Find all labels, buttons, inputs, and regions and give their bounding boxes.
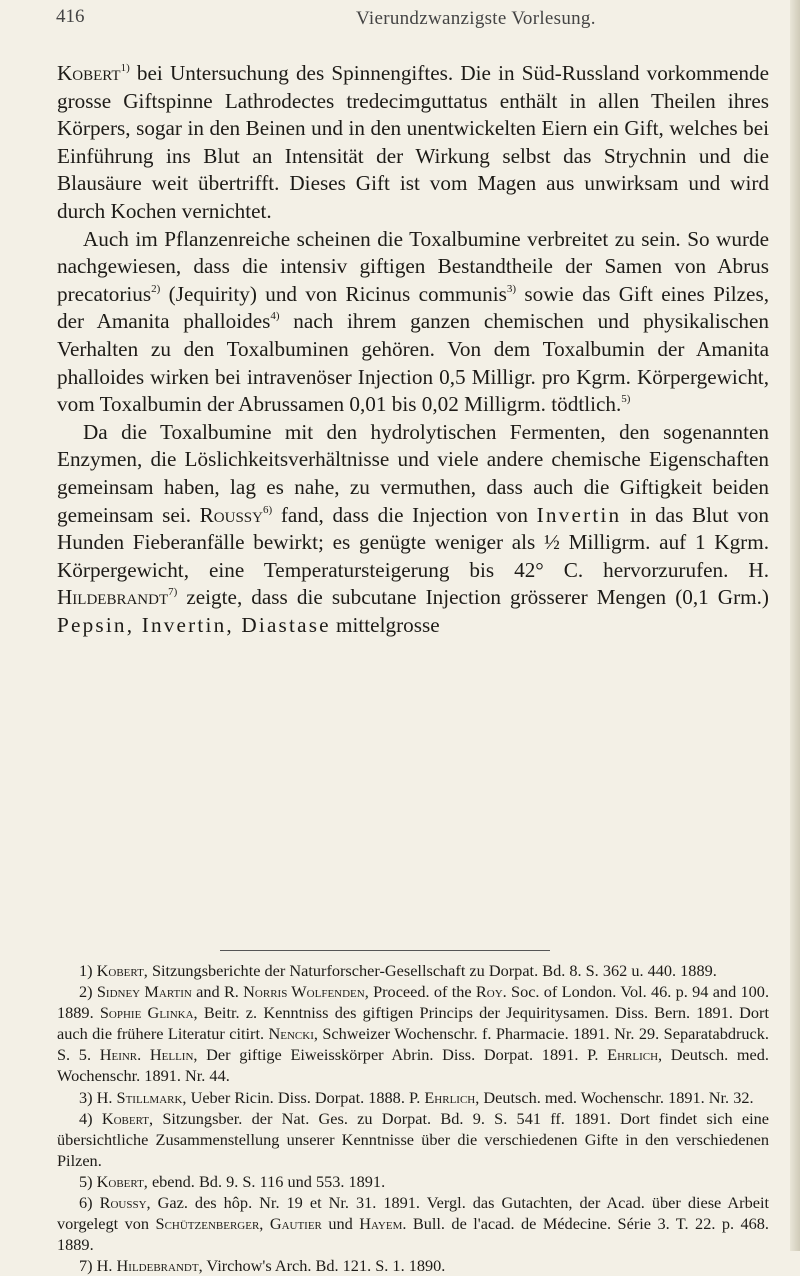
author-roussy: Roussy — [199, 502, 263, 527]
footnote-author: Nencki — [268, 1024, 314, 1044]
footnote-author: Kobert — [96, 961, 144, 980]
term-invertin: Invertin — [536, 502, 622, 527]
footnote-ref-1: 1) — [120, 62, 130, 74]
footnote-author: Schützenberger — [155, 1214, 260, 1234]
author-hildebrandt: Hildebrandt — [57, 585, 169, 610]
paragraph-2-text-a: Auch im Pflanzenreiche scheinen die Toxalbumine verbreitet zu sein. So wurde nachgewiesen, dass die intensiv giftigen Bestandtheile der Samen von Abrus precatorius — [57, 226, 769, 306]
footnote-1 — [57, 960, 769, 981]
author-kobert: Kobert — [57, 61, 121, 85]
footnote-5 — [57, 1171, 769, 1192]
paragraph-3-text-d: zeigte, dass die subcutane Injection grösserer Mengen (0,1 Grm.) — [177, 585, 769, 610]
footnote-author: Sidney Martin — [96, 982, 192, 1002]
paragraph-3 — [57, 419, 769, 640]
paragraph-3-text-a: Da die Toxalbumine mit den hydrolytischen Fermenten, den sogenannten Enzymen, die Löslichkeitsverhältnisse und viele andere chemische Eigenschaften gemeinsam haben, lag es nahe, zu vermuthen, dass auch die Giftigkeit beiden gemeinsam sei. — [57, 419, 769, 527]
footnote-author: Heinr. Hellin — [99, 1045, 194, 1065]
footnote-ref-7: 7) — [168, 586, 178, 599]
footnote-text: , Sitzungsber. der Nat. Ges. zu Dorpat. Bd. 9. S. 541 ff. 1891. Dort findet sich eine übersichtliche Zusammenstellung unserer Kenntnisse über die verschiedenen Gifte in den verschiedenen Pilzen. — [57, 1108, 769, 1170]
footnote-ref-6: 6) — [263, 503, 273, 516]
footnote-text: , Virchow's Arch. Bd. 121. S. 1. 1890. — [198, 1256, 446, 1276]
footnote-text: , Gaz. des hôp. Nr. 19 et Nr. 31. 1891. Vergl. das Gutachten, der Acad. über diese Arbeit vorgelegt von — [57, 1193, 769, 1234]
footnote-text: and — [191, 982, 224, 1002]
footnote-author: Ehrlich — [607, 1045, 659, 1065]
footnote-text: und — [321, 1214, 360, 1234]
footnote-number: 2) — [79, 982, 97, 1002]
footnote-author: R. Norris Wolfenden — [223, 982, 365, 1002]
footnote-number: 5) — [79, 1171, 97, 1191]
footnote-number: 4) — [79, 1108, 102, 1128]
footnote-6 — [57, 1192, 769, 1255]
paragraph-3-text-c: in das Blut von Hunden Fieberanfälle bewirkt; es genügte weniger als ½ Milligrm. auf 1 Kgrm. Körpergewicht, eine Temperatursteigerung bis 42° C. hervorzurufen. H. — [57, 502, 769, 582]
footnote-divider — [220, 950, 550, 951]
footnote-author: Stillmark — [116, 1087, 183, 1107]
page-number: 416 — [56, 6, 85, 27]
footnote-4 — [57, 1108, 769, 1171]
footnote-number: 3) H. — [79, 1087, 117, 1107]
footnote-author: Kobert — [101, 1108, 149, 1128]
footnote-text: , Deutsch. med. Wochenschr. 1891. Nr. 44. — [57, 1045, 769, 1086]
page-edge-shadow — [790, 0, 800, 1251]
footnote-text: . Bull. de l'acad. de Médecine. Série 3. T. 22. p. 468. 1889. — [57, 1214, 770, 1255]
footnote-text: , Der giftige Eiweisskörper Abrin. Diss. Dorpat. 1891. P. — [193, 1045, 608, 1065]
paragraph-2-text-c: sowie das Gift eines Pilzes, der Amanita phalloides — [57, 281, 769, 334]
footnote-text: . Soc. of London. Vol. 46. p. 94 and 100. 1889. — [57, 982, 770, 1023]
footnote-text: , ebend. Bd. 9. S. 116 und 553. 1891. — [143, 1171, 386, 1191]
paragraph-2 — [57, 226, 769, 419]
footnote-ref-5: 5) — [621, 393, 631, 406]
footnote-text: , Beitr. z. Kenntniss des giftigen Princips der Jequiritysamen. Diss. Bern. 1891. Dort auch die frühere Literatur citirt. — [57, 1003, 769, 1044]
running-title: Vierundzwanzigste Vorlesung. — [356, 8, 596, 29]
footnote-7 — [57, 1255, 769, 1276]
footnote-2 — [57, 981, 769, 1086]
footnote-text: , Ueber Ricin. Diss. Dorpat. 1888. P. — [182, 1087, 425, 1107]
footnote-author: Kobert — [96, 1171, 144, 1191]
paragraph-1 — [57, 60, 769, 226]
footnote-number: 7) H. — [79, 1256, 117, 1276]
paragraph-3-text-b: fand, dass die Injection von — [272, 502, 537, 527]
footnote-number: 6) — [79, 1193, 100, 1213]
footnote-author: Hildebrandt — [116, 1256, 199, 1276]
footnote-text: , — [259, 1214, 270, 1234]
footnote-author: Gautier — [269, 1214, 322, 1234]
term-enzymes: Pepsin, Invertin, Diastase — [57, 612, 331, 637]
footnote-author: Hayem — [359, 1214, 403, 1234]
footnote-author: Ehrlich — [424, 1087, 476, 1107]
footnote-text: , Proceed. of the — [364, 982, 476, 1002]
footnote-text: , Schweizer Wochenschr. f. Pharmacie. 1891. Nr. 29. Separatabdruck. S. 5. — [57, 1024, 769, 1065]
footnote-ref-4: 4) — [270, 310, 280, 323]
paragraph-3-text-e: mittelgrosse — [330, 612, 440, 637]
page-header — [56, 6, 756, 38]
footnote-ref-2: 2) — [151, 282, 161, 295]
footnote-text: , Sitzungsberichte der Naturforscher-Gesellschaft zu Dorpat. Bd. 8. S. 362 u. 440. 1889. — [143, 961, 717, 980]
paragraph-1-text: bei Untersuchung des Spinnengiftes. Die in Süd-Russland vorkommende grosse Giftspinne Lathrodectes tredecimguttatus enthält in allen Theilen ihres Körpers, sogar in den Beinen und in den unentwickelten Eiern ein Gift, welches bei Einführung ins Blut an Intensität der Wirkung selbst das Strychnin und die Blausäure weit übertrifft. Dieses Gift ist vom Magen aus unwirksam und wird durch Kochen vernichtet. — [57, 61, 769, 223]
footnote-number: 1) — [79, 961, 97, 980]
footnote-author: Roy — [475, 982, 503, 1002]
footnote-ref-3: 3) — [506, 282, 517, 295]
paragraph-2-text-d: nach ihrem ganzen chemischen und physikalischen Verhalten zu den Toxalbuminen gehören. Von dem Toxalbumin der Amanita phalloides wirken bei intravenöser Injection 0,5 Milligr. pro Kgrm. Körpergewicht, vom Toxalbumin der Abrussamen 0,01 bis 0,02 Milligrm. tödtlich. — [57, 309, 769, 417]
footnote-author: Sophie Glinka — [99, 1003, 194, 1023]
main-text — [57, 60, 769, 639]
footnote-3 — [57, 1087, 769, 1108]
footnote-text: , Deutsch. med. Wochenschr. 1891. Nr. 32. — [475, 1087, 754, 1107]
footnote-author: Roussy — [99, 1193, 147, 1213]
footnotes — [57, 960, 769, 1276]
paragraph-2-text-b: (Jequirity) und von Ricinus communis — [160, 281, 507, 306]
